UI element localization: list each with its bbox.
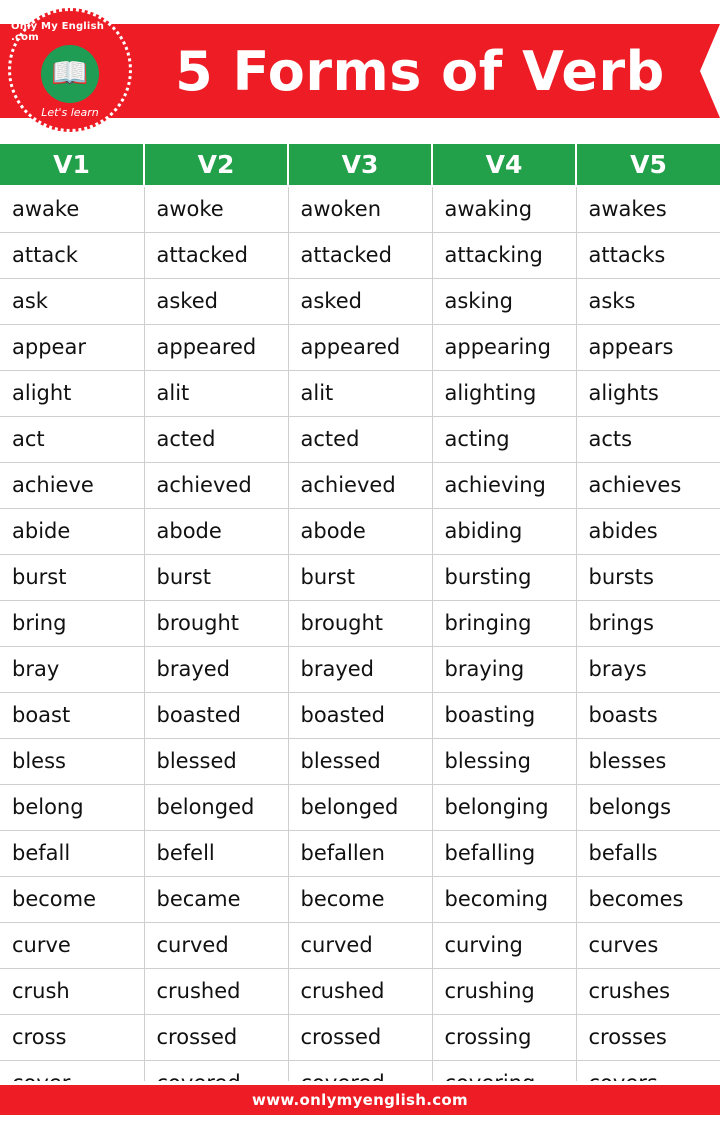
logo-badge (41, 45, 99, 103)
table-cell: became (144, 876, 288, 922)
table-cell: attacking (432, 232, 576, 278)
table-cell: abode (144, 508, 288, 554)
table-cell: bursting (432, 554, 576, 600)
table-row (0, 232, 720, 278)
table-cell: achieving (432, 462, 576, 508)
table-cell: befell (144, 830, 288, 876)
table-cell: alights (576, 370, 720, 416)
table-cell: brought (144, 600, 288, 646)
table-cell: appearing (432, 324, 576, 370)
table-cell: curves (576, 922, 720, 968)
table-cell: crossed (288, 1014, 432, 1060)
table-cell: crushing (432, 968, 576, 1014)
table-cell: achieved (144, 462, 288, 508)
table-cell: alighting (432, 370, 576, 416)
table-cell: asked (144, 278, 288, 324)
table-cell: befall (0, 830, 144, 876)
table-cell: bursts (576, 554, 720, 600)
table-cell: crushed (144, 968, 288, 1014)
table-cell: blesses (576, 738, 720, 784)
open-book-icon: 📖 (51, 56, 89, 91)
table-cell: abiding (432, 508, 576, 554)
table-cell: brays (576, 646, 720, 692)
table-row (0, 416, 720, 462)
table-cell: befalls (576, 830, 720, 876)
table-cell: attacks (576, 232, 720, 278)
table-cell: abode (288, 508, 432, 554)
table-row (0, 968, 720, 1014)
table-cell: befalling (432, 830, 576, 876)
page-title: 5 Forms of Verb (175, 39, 665, 103)
table-cell: crushes (576, 968, 720, 1014)
footer-url: www.onlymyenglish.com (252, 1091, 468, 1109)
table-cell: belonging (432, 784, 576, 830)
table-cell: boasted (288, 692, 432, 738)
column-header-v2: V2 (144, 144, 288, 186)
table-cell: bless (0, 738, 144, 784)
table-cell: awaking (432, 186, 576, 232)
table-cell: becomes (576, 876, 720, 922)
verb-forms-table (0, 144, 720, 1106)
table-cell: becoming (432, 876, 576, 922)
table-cell: appeared (144, 324, 288, 370)
table-cell: burst (144, 554, 288, 600)
table-cell: bringing (432, 600, 576, 646)
table-row (0, 462, 720, 508)
column-header-v1: V1 (0, 144, 144, 186)
column-header-v5: V5 (576, 144, 720, 186)
table-cell: braying (432, 646, 576, 692)
table-cell: befallen (288, 830, 432, 876)
table-cell: act (0, 416, 144, 462)
table-cell: awakes (576, 186, 720, 232)
table-cell: curved (288, 922, 432, 968)
table-row (0, 646, 720, 692)
table-cell: boasting (432, 692, 576, 738)
table-body (0, 186, 720, 1106)
table-cell: curved (144, 922, 288, 968)
table-cell: alit (144, 370, 288, 416)
table-cell: appears (576, 324, 720, 370)
header-banner (0, 0, 720, 140)
table-cell: boasts (576, 692, 720, 738)
table-row (0, 186, 720, 232)
table-cell: bring (0, 600, 144, 646)
table-cell: achieve (0, 462, 144, 508)
table-cell: blessing (432, 738, 576, 784)
table-cell: curve (0, 922, 144, 968)
table-row (0, 692, 720, 738)
logo-top-text: Only My English .com (11, 21, 105, 43)
table-header-row (0, 144, 720, 186)
table-cell: attacked (144, 232, 288, 278)
table-cell: acting (432, 416, 576, 462)
table-row (0, 738, 720, 784)
footer-bar (0, 1085, 720, 1115)
table-row (0, 600, 720, 646)
table-cell: acts (576, 416, 720, 462)
table-cell: abide (0, 508, 144, 554)
table-cell: boast (0, 692, 144, 738)
table-cell: belong (0, 784, 144, 830)
table-cell: boasted (144, 692, 288, 738)
table-cell: brayed (288, 646, 432, 692)
table-row (0, 370, 720, 416)
site-logo (8, 8, 132, 132)
table-cell: brayed (144, 646, 288, 692)
table-cell: ask (0, 278, 144, 324)
table-cell: achieves (576, 462, 720, 508)
table-cell: belongs (576, 784, 720, 830)
table-cell: bray (0, 646, 144, 692)
table-cell: crossing (432, 1014, 576, 1060)
table-cell: become (288, 876, 432, 922)
table-cell: appeared (288, 324, 432, 370)
table-cell: crosses (576, 1014, 720, 1060)
table-cell: brought (288, 600, 432, 646)
table-cell: burst (0, 554, 144, 600)
table-cell: crushed (288, 968, 432, 1014)
column-header-v3: V3 (288, 144, 432, 186)
table-row (0, 830, 720, 876)
table-cell: asking (432, 278, 576, 324)
table-cell: blessed (144, 738, 288, 784)
table-cell: abides (576, 508, 720, 554)
table-cell: awoke (144, 186, 288, 232)
table-cell: crossed (144, 1014, 288, 1060)
table-cell: alit (288, 370, 432, 416)
table-cell: crush (0, 968, 144, 1014)
table-cell: become (0, 876, 144, 922)
column-header-v4: V4 (432, 144, 576, 186)
table-cell: acted (288, 416, 432, 462)
table-cell: asks (576, 278, 720, 324)
table-row (0, 324, 720, 370)
table-row (0, 554, 720, 600)
table-row (0, 784, 720, 830)
table-cell: belonged (144, 784, 288, 830)
table-cell: cross (0, 1014, 144, 1060)
table-cell: alight (0, 370, 144, 416)
table-cell: attacked (288, 232, 432, 278)
table-cell: achieved (288, 462, 432, 508)
table-cell: blessed (288, 738, 432, 784)
table-cell: appear (0, 324, 144, 370)
table-cell: burst (288, 554, 432, 600)
table-row (0, 1014, 720, 1060)
verb-table-container (0, 144, 720, 1106)
table-cell: brings (576, 600, 720, 646)
table-cell: belonged (288, 784, 432, 830)
table-cell: attack (0, 232, 144, 278)
table-row (0, 508, 720, 554)
table-cell: awake (0, 186, 144, 232)
logo-tagline: Let's learn (41, 106, 99, 119)
table-row (0, 922, 720, 968)
table-row (0, 876, 720, 922)
table-row (0, 278, 720, 324)
table-cell: acted (144, 416, 288, 462)
table-cell: curving (432, 922, 576, 968)
table-cell: asked (288, 278, 432, 324)
table-cell: awoken (288, 186, 432, 232)
footer (0, 1081, 720, 1123)
